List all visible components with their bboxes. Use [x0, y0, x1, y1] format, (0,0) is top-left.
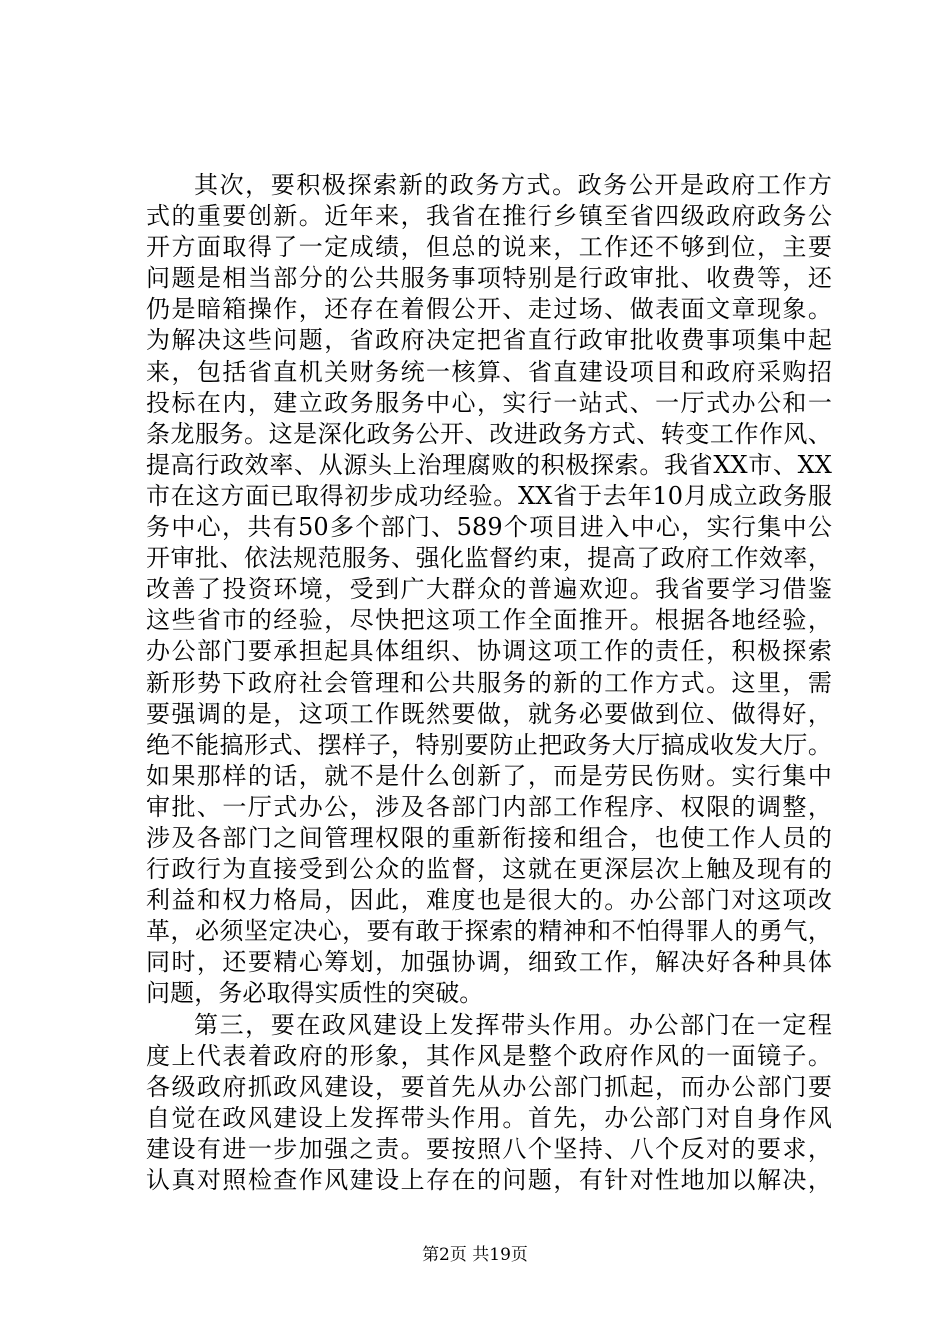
- text-line: 问题，务必取得实质性的突破。: [146, 979, 484, 1008]
- page-number: 第2页 共19页: [422, 1245, 528, 1265]
- text-line: 务中心，共有50多个部门、589个项目进入中心，实行集中公: [146, 513, 832, 542]
- text-line: 开审批、依法规范服务、强化监督约束，提高了政府工作效率，: [146, 544, 832, 573]
- text-line: 建设有进一步加强之责。要按照八个坚持、八个反对的要求，: [146, 1134, 832, 1163]
- text-line: 开方面取得了一定成绩，但总的说来，工作还不够到位，主要: [146, 233, 832, 262]
- text-line: 绝不能搞形式、摆样子，特别要防止把政务大厅搞成收发大厅。: [146, 730, 832, 759]
- text-line: 自觉在政风建设上发挥带头作用。首先，办公部门对自身作风: [146, 1103, 832, 1132]
- text-line: 来，包括省直机关财务统一核算、省直建设项目和政府采购招: [146, 357, 832, 386]
- text-line: 各级政府抓政风建设，要首先从办公部门抓起，而办公部门要: [146, 1072, 832, 1101]
- text-line: 改善了投资环境，受到广大群众的普遍欢迎。我省要学习借鉴: [146, 575, 832, 604]
- text-line: 市在这方面已取得初步成功经验。XX省于去年10月成立政务服: [146, 481, 832, 510]
- text-line: 式的重要创新。近年来，我省在推行乡镇至省四级政府政务公: [146, 202, 832, 231]
- text-line: 涉及各部门之间管理权限的重新衔接和组合，也使工作人员的: [146, 823, 832, 852]
- page-footer: [0, 1244, 950, 1266]
- text-line: 同时，还要精心筹划，加强协调，细致工作，解决好各种具体: [146, 948, 832, 977]
- text-line: 这些省市的经验，尽快把这项工作全面推开。根据各地经验，: [146, 606, 832, 635]
- text-line: 行政行为直接受到公众的监督，这就在更深层次上触及现有的: [146, 855, 832, 884]
- text-line: 利益和权力格局，因此，难度也是很大的。办公部门对这项改: [146, 886, 832, 915]
- text-line: 审批、一厅式办公，涉及各部门内部工作程序、权限的调整，: [146, 792, 832, 821]
- text-line: 其次，要积极探索新的政务方式。政务公开是政府工作方: [194, 171, 832, 199]
- text-line: 条龙服务。这是深化政务公开、改进政务方式、转变工作作风、: [146, 419, 832, 448]
- text-line: 问题是相当部分的公共服务事项特别是行政审批、收费等，还: [146, 264, 832, 293]
- text-line: 为解决这些问题，省政府决定把省直行政审批收费事项集中起: [146, 326, 832, 355]
- text-line: 第三，要在政风建设上发挥带头作用。办公部门在一定程: [194, 1010, 832, 1039]
- body-text: [146, 170, 832, 1196]
- text-line: 新形势下政府社会管理和公共服务的新的工作方式。这里，需: [146, 668, 832, 697]
- text-line: 提高行政效率、从源头上治理腐败的积极探索。我省XX市、XX: [146, 450, 832, 479]
- text-line: 认真对照检查作风建设上存在的问题，有针对性地加以解决，: [146, 1166, 832, 1194]
- text-line: 如果那样的话，就不是什么创新了，而是劳民伤财。实行集中: [146, 761, 832, 790]
- text-line: 要强调的是，这项工作既然要做，就务必要做到位、做得好，: [146, 699, 832, 728]
- text-line: 投标在内，建立政务服务中心，实行一站式、一厅式办公和一: [146, 388, 832, 417]
- text-line: 办公部门要承担起具体组织、协调这项工作的责任，积极探索: [146, 637, 832, 666]
- text-line: 革，必须坚定决心，要有敢于探索的精神和不怕得罪人的勇气，: [146, 917, 832, 946]
- text-line: 度上代表着政府的形象，其作风是整个政府作风的一面镜子。: [146, 1041, 832, 1070]
- text-line: 仍是暗箱操作，还存在着假公开、走过场、做表面文章现象。: [146, 295, 832, 324]
